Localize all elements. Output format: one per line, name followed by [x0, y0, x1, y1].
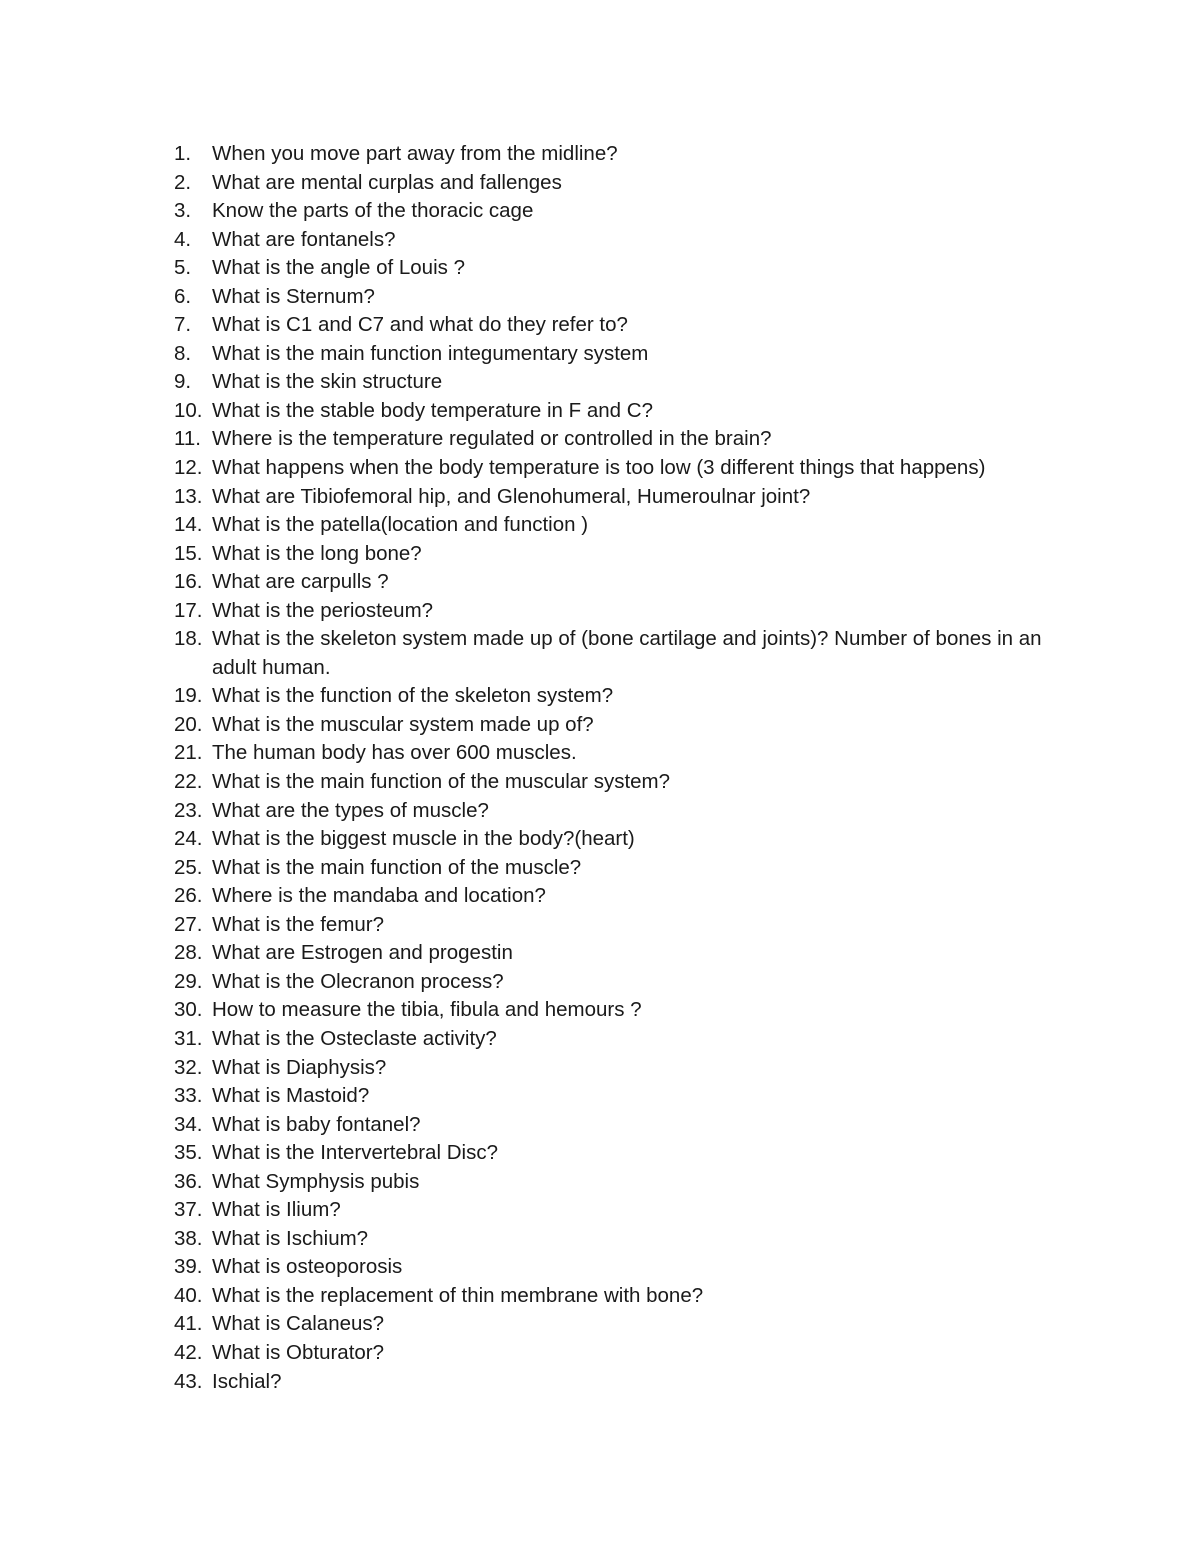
question-text: What is Mastoid? — [212, 1084, 370, 1108]
question-number: 13. — [174, 484, 203, 508]
question-item — [174, 597, 1074, 626]
question-number: 27. — [174, 912, 203, 936]
question-item — [174, 254, 1074, 283]
question-item — [174, 739, 1074, 768]
question-item — [174, 825, 1074, 854]
question-item — [174, 1196, 1074, 1225]
question-item — [174, 540, 1074, 569]
question-text: How to measure the tibia, fibula and hemours ? — [212, 998, 642, 1022]
question-item — [174, 1310, 1074, 1339]
question-number: 1. — [174, 142, 192, 165]
question-text: What is Sternum? — [212, 284, 375, 308]
question-number: 33. — [174, 1084, 203, 1108]
question-item — [174, 568, 1074, 597]
question-item — [174, 768, 1074, 797]
question-item — [174, 425, 1074, 454]
question-item — [174, 1339, 1074, 1368]
question-text: What is the main function of the muscle? — [212, 855, 582, 879]
question-item — [174, 1111, 1074, 1140]
question-text: What is Ischium? — [212, 1226, 369, 1250]
question-item — [174, 140, 1074, 169]
question-number: 37. — [174, 1198, 203, 1222]
question-text: What is the angle of Louis ? — [212, 256, 465, 280]
question-text: What is the patella(location and function ) — [212, 513, 589, 537]
question-item — [174, 397, 1074, 426]
question-number: 41. — [174, 1312, 203, 1336]
question-text: What is the skeleton system made up of (bone cartilage and joints)? Number of bones in an adult human. — [212, 627, 1042, 679]
question-number: 9. — [174, 370, 192, 394]
question-text: What is C1 and C7 and what do they refer to? — [212, 313, 628, 337]
question-text: What is the periosteum? — [212, 598, 434, 622]
question-list — [174, 140, 1074, 1396]
question-item — [174, 1025, 1074, 1054]
question-number: 12. — [174, 456, 203, 480]
question-text: What is the Olecranon process? — [212, 969, 504, 993]
question-text: What is the replacement of thin membrane with bone? — [212, 1283, 704, 1307]
question-text: What is the biggest muscle in the body?(heart) — [212, 827, 635, 851]
question-item — [174, 1282, 1074, 1311]
question-number: 7. — [174, 313, 192, 337]
question-text: What is the function of the skeleton system? — [212, 684, 614, 708]
question-item — [174, 911, 1074, 940]
question-text: What is the muscular system made up of? — [212, 712, 594, 736]
question-number: 26. — [174, 884, 203, 908]
question-text: The human body has over 600 muscles. — [212, 741, 577, 765]
question-item — [174, 340, 1074, 369]
question-item — [174, 169, 1074, 198]
question-text: What are carpulls ? — [212, 570, 389, 594]
question-number: 19. — [174, 684, 203, 708]
question-text: Where is the temperature regulated or controlled in the brain? — [212, 427, 772, 451]
question-item — [174, 1054, 1074, 1083]
question-item — [174, 968, 1074, 997]
question-number: 10. — [174, 398, 203, 422]
question-text: What is Calaneus? — [212, 1312, 385, 1336]
question-number: 28. — [174, 941, 203, 965]
question-number: 3. — [174, 199, 192, 223]
question-item — [174, 1368, 1074, 1397]
question-number: 42. — [174, 1340, 203, 1364]
question-text: What is baby fontanel? — [212, 1112, 421, 1136]
question-text: What is the main function of the muscular system? — [212, 770, 671, 794]
question-item — [174, 283, 1074, 312]
question-text: What is osteoporosis — [212, 1255, 403, 1279]
question-number: 4. — [174, 227, 192, 251]
question-number: 21. — [174, 741, 203, 765]
question-item — [174, 1082, 1074, 1111]
question-text: What are Tibiofemoral hip, and Glenohumeral, Humeroulnar joint? — [212, 484, 811, 508]
question-text: What are Estrogen and progestin — [212, 941, 513, 965]
question-item — [174, 483, 1074, 512]
question-item — [174, 511, 1074, 540]
question-item — [174, 454, 1074, 483]
question-item — [174, 368, 1074, 397]
question-item — [174, 996, 1074, 1025]
question-item — [174, 882, 1074, 911]
question-number: 35. — [174, 1141, 203, 1165]
question-item — [174, 1168, 1074, 1197]
question-item — [174, 711, 1074, 740]
question-number: 16. — [174, 570, 203, 594]
question-item — [174, 625, 1074, 682]
question-item — [174, 854, 1074, 883]
question-item — [174, 797, 1074, 826]
question-number: 14. — [174, 513, 203, 537]
question-number: 29. — [174, 969, 203, 993]
question-text: What is the skin structure — [212, 370, 443, 394]
question-number: 18. — [174, 627, 203, 651]
question-text: What happens when the body temperature is too low (3 different things that happens) — [212, 456, 986, 480]
question-text: What is the Osteclaste activity? — [212, 1026, 497, 1050]
question-number: 11. — [174, 427, 201, 451]
question-text: What is Obturator? — [212, 1340, 385, 1364]
question-number: 20. — [174, 712, 203, 736]
question-text: Ischial? — [212, 1369, 282, 1393]
question-item — [174, 939, 1074, 968]
question-text: What are fontanels? — [212, 227, 396, 251]
question-number: 40. — [174, 1283, 203, 1307]
question-number: 25. — [174, 855, 203, 879]
question-text: What is the main function integumentary system — [212, 341, 649, 365]
question-number: 17. — [174, 598, 203, 622]
question-number: 23. — [174, 798, 203, 822]
question-number: 43. — [174, 1369, 203, 1393]
question-number: 22. — [174, 770, 203, 794]
question-number: 8. — [174, 341, 192, 365]
question-number: 31. — [174, 1026, 203, 1050]
question-text: What are the types of muscle? — [212, 798, 489, 822]
question-text: Where is the mandaba and location? — [212, 884, 546, 908]
question-item — [174, 226, 1074, 255]
question-item — [174, 197, 1074, 226]
question-text: Know the parts of the thoracic cage — [212, 199, 534, 223]
question-number: 15. — [174, 541, 203, 565]
question-item — [174, 1253, 1074, 1282]
question-number: 5. — [174, 256, 192, 280]
question-number: 2. — [174, 170, 192, 194]
question-number: 32. — [174, 1055, 203, 1079]
question-number: 39. — [174, 1255, 203, 1279]
question-number: 30. — [174, 998, 203, 1022]
question-number: 6. — [174, 284, 192, 308]
question-item — [174, 311, 1074, 340]
question-number: 38. — [174, 1226, 203, 1250]
question-item — [174, 682, 1074, 711]
question-text: What are mental curplas and fallenges — [212, 170, 562, 194]
question-item — [174, 1139, 1074, 1168]
question-text: What is the long bone? — [212, 541, 422, 565]
question-text: What Symphysis pubis — [212, 1169, 420, 1193]
question-number: 36. — [174, 1169, 203, 1193]
question-number: 34. — [174, 1112, 203, 1136]
question-text: What is Ilium? — [212, 1198, 341, 1222]
question-text: What is Diaphysis? — [212, 1055, 387, 1079]
question-item — [174, 1225, 1074, 1254]
question-text: What is the femur? — [212, 912, 385, 936]
question-text: What is the Intervertebral Disc? — [212, 1141, 498, 1165]
question-text: What is the stable body temperature in F and C? — [212, 398, 653, 422]
question-number: 24. — [174, 827, 203, 851]
question-text: When you move part away from the midline? — [212, 142, 618, 165]
